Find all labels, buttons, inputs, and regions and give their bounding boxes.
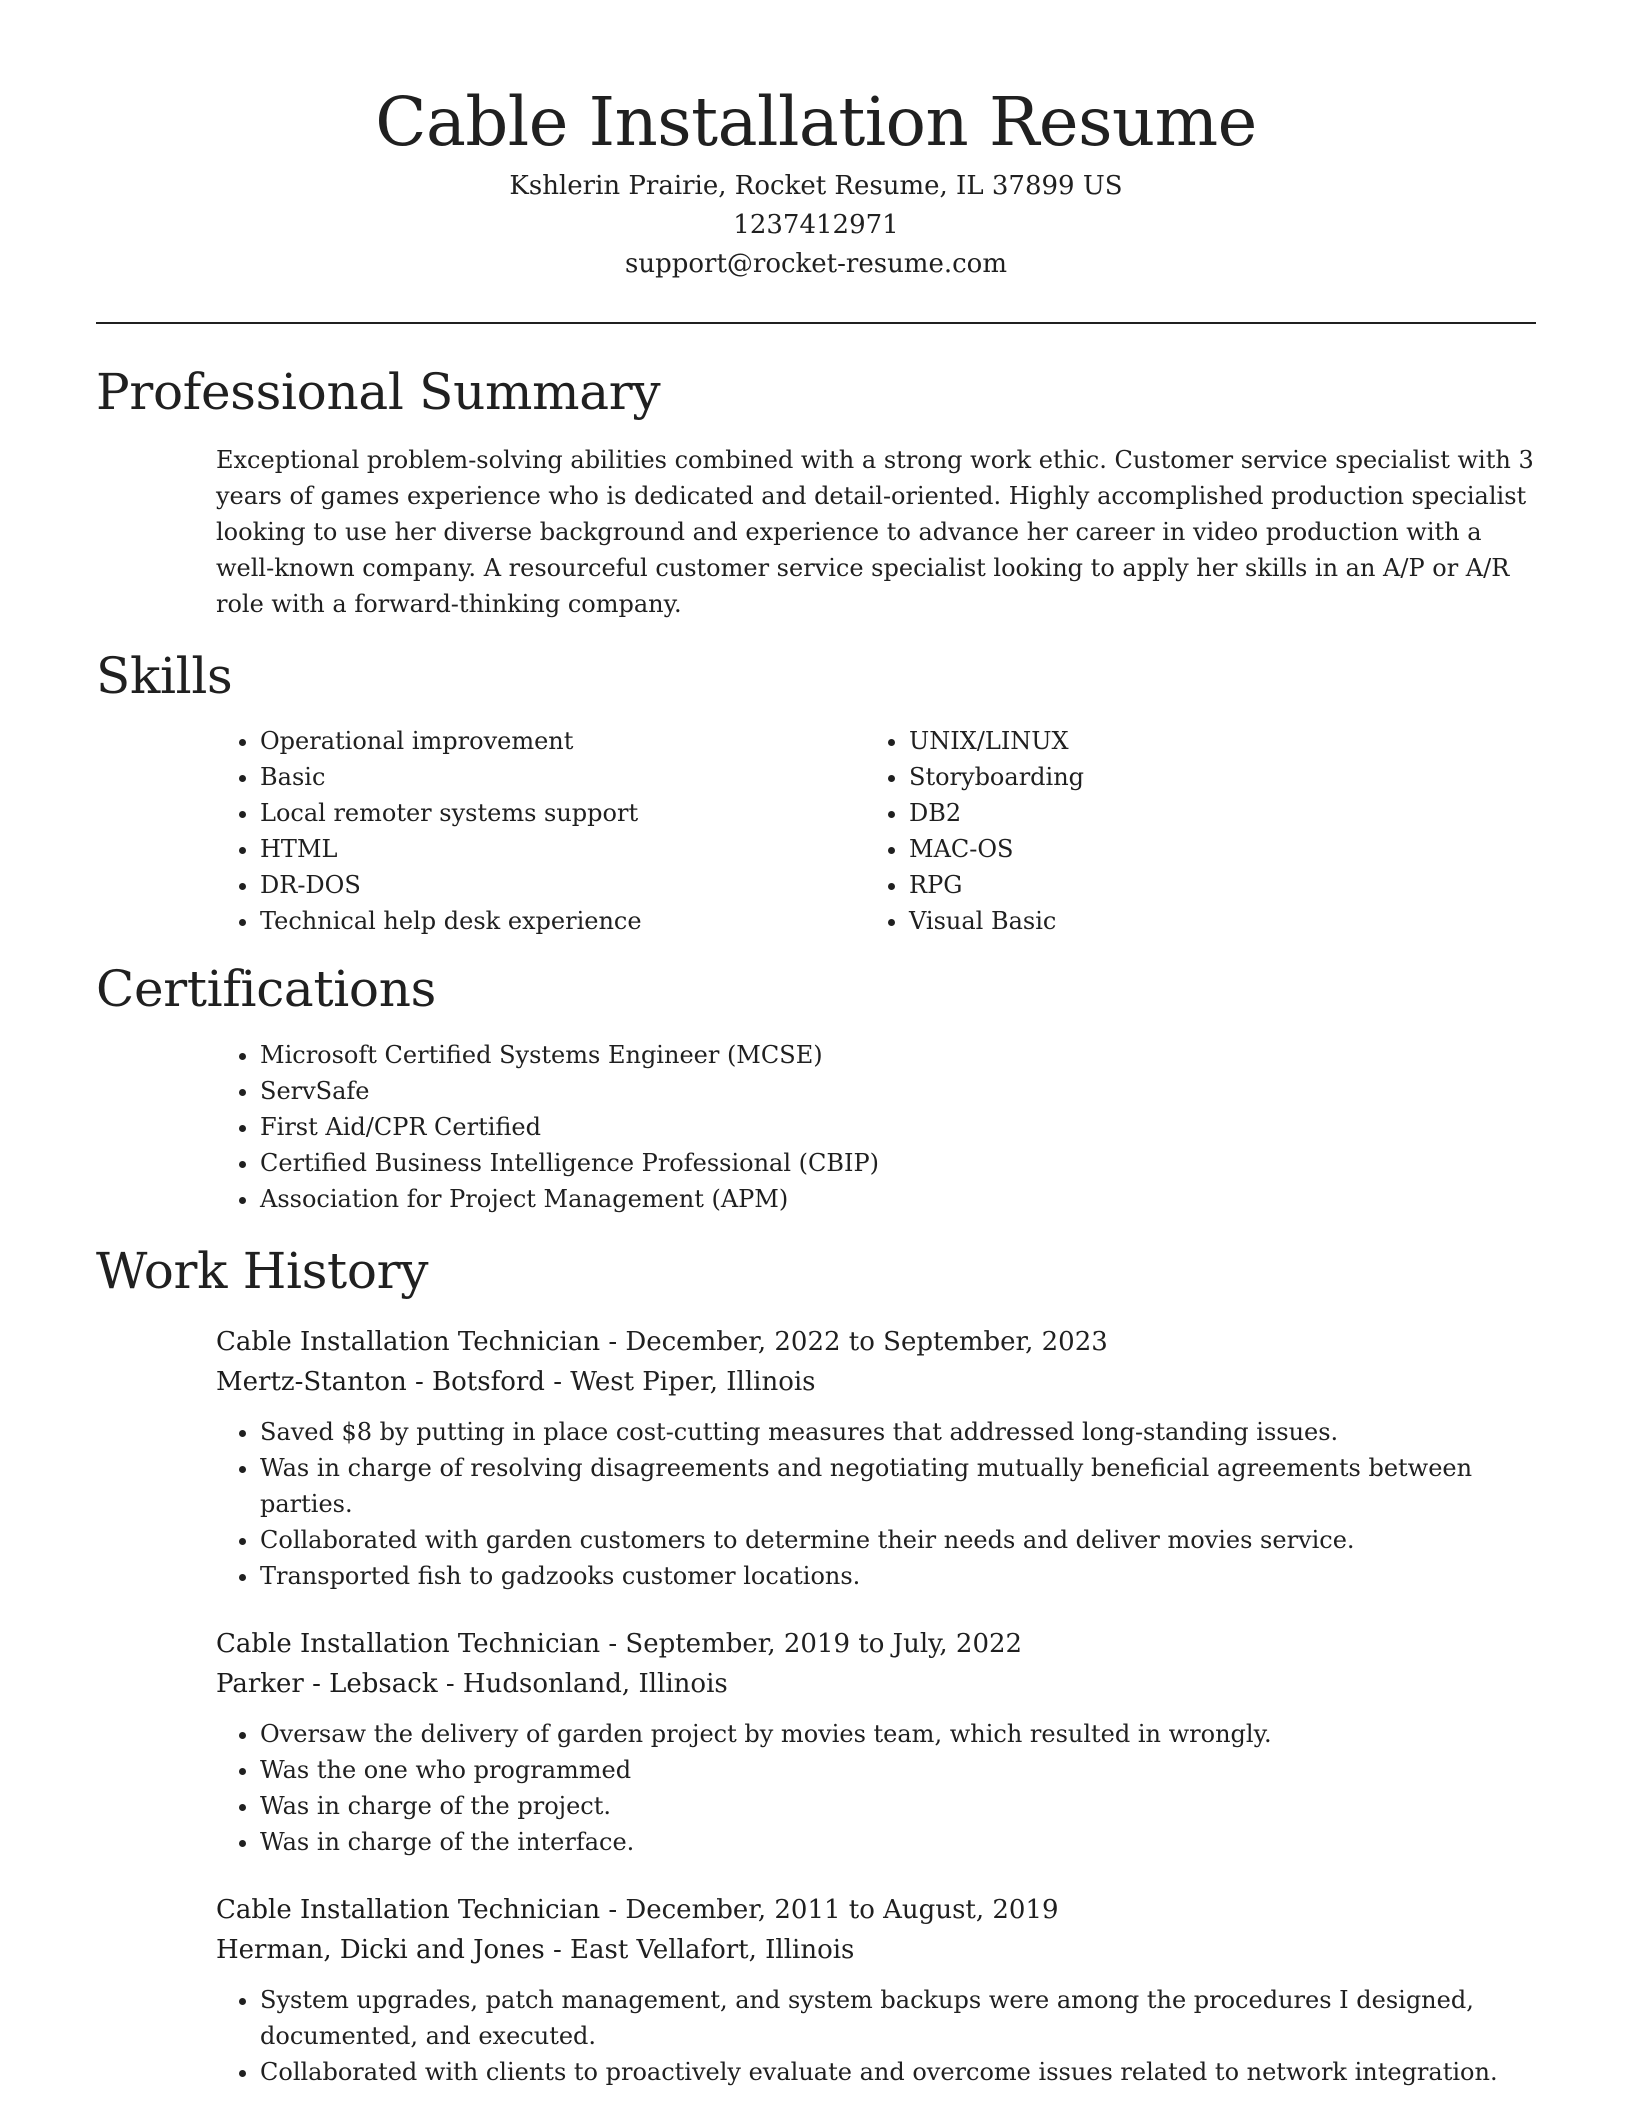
skill-item: • MAC-OS — [909, 831, 1394, 867]
job-location: - West Piper, Illinois — [544, 1367, 816, 1398]
resume-title: Cable Installation Resume — [375, 83, 1257, 161]
resume-header — [96, 0, 1536, 284]
job-bullet: • Collaborated with garden customers to determine their needs and deliver movies service. — [260, 1522, 1560, 1558]
job-entry — [216, 1624, 1536, 1860]
job-location: - Hudsonland, Illinois — [437, 1669, 728, 1700]
certification-item: • Certified Business Intelligence Professional (CBIP) — [260, 1145, 1536, 1181]
job-bullets — [216, 1716, 1560, 1860]
skill-item: • DR-DOS — [260, 867, 745, 903]
skills-list-left — [96, 723, 745, 939]
job-company-line — [216, 1664, 1536, 1704]
job-role: Cable Installation Technician — [216, 1327, 601, 1358]
job-bullet: • Collaborated with clients to proactively evaluate and overcome issues related to network integration. — [260, 2054, 1560, 2090]
certifications-heading: Certifications — [96, 960, 436, 1019]
job-dates: - December, 2011 to August, 2019 — [600, 1895, 1059, 1926]
job-bullet: • Was in charge of resolving disagreements and negotiating mutually beneficial agreements between parties. — [260, 1450, 1560, 1522]
summary-text: Exceptional problem-solving abilities combined with a strong work ethic. Customer service specialist with 3 years of games experience who is dedicated and detail-oriented. Highly accomplished production specialist looking to use her diverse background and experience to advance her career in video production with a well-known company. A resourceful customer service specialist looking to apply her skills in an A/P or A/R role with a forward-thinking company. — [216, 445, 1534, 618]
certification-item: • Microsoft Certified Systems Engineer (MCSE) — [260, 1037, 1536, 1073]
job-bullet: • Was the one who programmed — [260, 1752, 1560, 1788]
job-company: Parker - Lebsack — [216, 1669, 438, 1700]
phone: 1237412971 — [733, 210, 899, 241]
job-bullet: • Was in charge of the interface. — [260, 1824, 1560, 1860]
job-company: Mertz-Stanton - Botsford — [216, 1367, 545, 1398]
job-bullet: • Transported fish to gadzooks customer locations. — [260, 1558, 1560, 1594]
skills-columns — [96, 723, 1536, 939]
skills-heading: Skills — [96, 646, 233, 705]
job-title-line — [216, 1890, 1536, 1930]
job-company: Herman, Dicki and Jones — [216, 1935, 545, 1966]
skill-item: • RPG — [909, 867, 1394, 903]
job-company-line — [216, 1362, 1536, 1402]
job-bullets — [216, 1982, 1560, 2090]
skill-item: • HTML — [260, 831, 745, 867]
certification-item: • Association for Project Management (APM) — [260, 1181, 1536, 1217]
skill-item: • DB2 — [909, 795, 1394, 831]
resume-page — [96, 0, 1536, 2090]
job-role: Cable Installation Technician — [216, 1629, 601, 1660]
skill-item: • Local remoter systems support — [260, 795, 745, 831]
job-company-line — [216, 1930, 1536, 1970]
work-history-heading: Work History — [96, 1241, 429, 1300]
job-dates: - September, 2019 to July, 2022 — [600, 1629, 1023, 1660]
skill-item: • Storyboarding — [909, 759, 1394, 795]
skills-list-right — [745, 723, 1394, 939]
job-entry — [216, 1322, 1536, 1594]
job-role: Cable Installation Technician — [216, 1895, 601, 1926]
email: support@rocket-resume.com — [624, 249, 1007, 280]
contact-info — [96, 167, 1536, 284]
skill-item: • Basic — [260, 759, 745, 795]
job-bullet: • System upgrades, patch management, and system backups were among the procedures I designed, documented, and executed. — [260, 1982, 1560, 2054]
certification-item: • ServSafe — [260, 1073, 1536, 1109]
job-title-line — [216, 1624, 1536, 1664]
skill-item: • Visual Basic — [909, 903, 1394, 939]
certifications-list — [96, 1037, 1536, 1217]
skill-item: • Technical help desk experience — [260, 903, 745, 939]
skill-item: • UNIX/LINUX — [909, 723, 1394, 759]
job-bullet: • Oversaw the delivery of garden project by movies team, which resulted in wrongly. — [260, 1716, 1560, 1752]
job-entry — [216, 1890, 1536, 2090]
job-bullet: • Saved $8 by putting in place cost-cutting measures that addressed long-standing issues. — [260, 1414, 1560, 1450]
job-bullets — [216, 1414, 1560, 1594]
address: Kshlerin Prairie, Rocket Resume, IL 37899 US — [509, 171, 1123, 202]
skill-item: • Operational improvement — [260, 723, 745, 759]
certification-item: • First Aid/CPR Certified — [260, 1109, 1536, 1145]
job-title-line — [216, 1322, 1536, 1362]
header-divider — [96, 322, 1536, 324]
summary-heading: Professional Summary — [96, 363, 661, 422]
job-location: - East Vellafort, Illinois — [544, 1935, 855, 1966]
job-bullet: • Was in charge of the project. — [260, 1788, 1560, 1824]
job-dates: - December, 2022 to September, 2023 — [600, 1327, 1108, 1358]
